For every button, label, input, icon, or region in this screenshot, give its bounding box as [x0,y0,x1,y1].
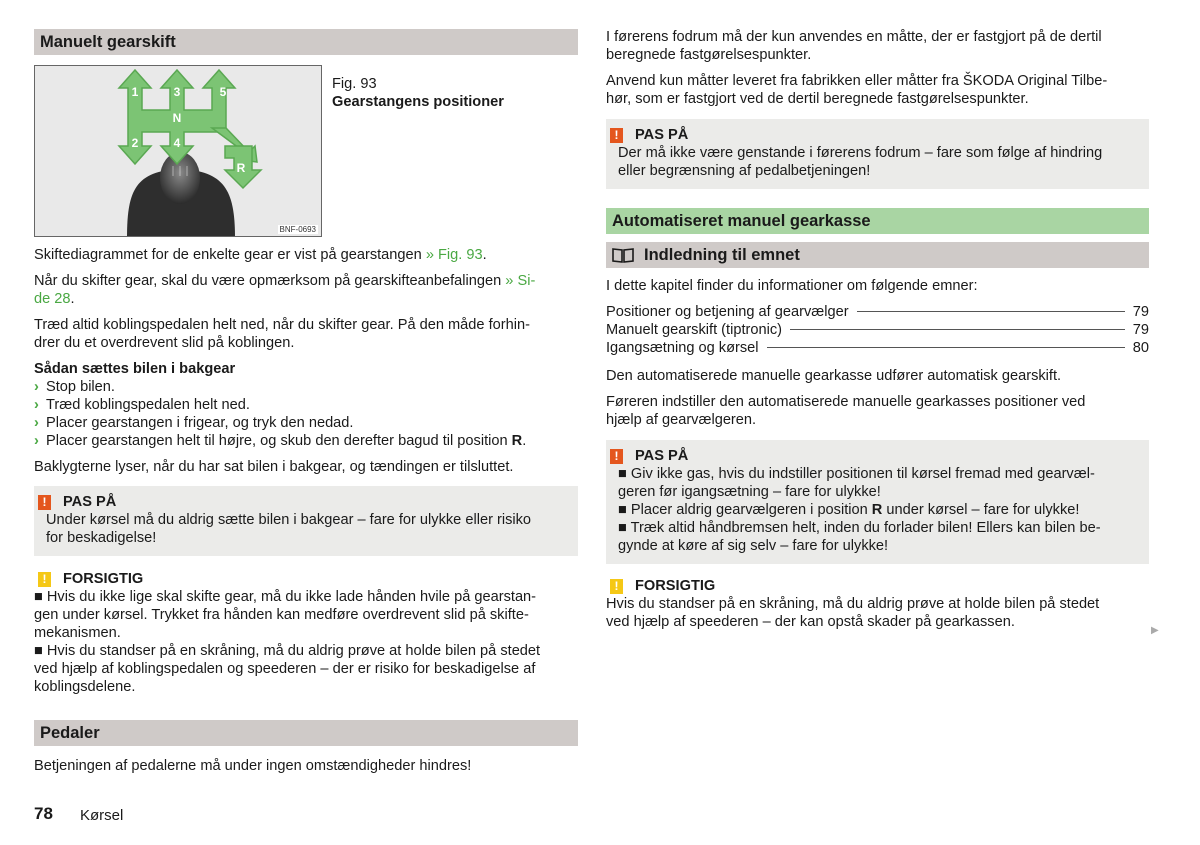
figure-gear-diagram [34,65,322,237]
warning-box-reverse: ! PAS PÅ Under kørsel må du aldrig sætte bilen i bakgear – fare for ulykke eller risiko for beskadigelse! [34,486,578,556]
section-title-manual-shift: Manuelt gearskift [34,29,578,55]
link-page-28-b[interactable]: de 28 [34,291,71,307]
figure-code: BNF-0693 [279,225,316,234]
gear-label-3: 3 [173,85,181,99]
warning-icon: ! [610,449,623,464]
toc-row[interactable]: Igangsætning og kørsel 80 [606,340,1149,356]
gear-label-2: 2 [131,136,139,150]
gear-shift-illustration [35,66,322,237]
intro-header: Indledning til emnet [606,242,1149,268]
para-diagram: Skiftediagrammet for de enkelte gear er vist på gearstangen » Fig. 93. [34,247,487,263]
gear-label-5: 5 [219,85,227,99]
section-title-pedals: Pedaler [34,720,578,746]
step-item: › Placer gearstangen i frigear, og tryk den nedad. [34,415,354,431]
pedal-text: Betjeningen af pedalerne må under ingen omstændigheder hindres! [34,758,472,774]
gear-label-r: R [236,161,246,175]
chapter-name: Kørsel [80,807,124,824]
caution-block-left: ! FORSIGTIG ■ Hvis du ikke lige skal skifte gear, må du ikke lade hånden hvile på gearstan- gen under kørsel. Trykket fra hånden kan medføre overdrevent slid på skifte- mekanismen. ■ Hvis du standser på en skråning, må du aldrig prøve at holde bilen på stedet ved hjælp af koblingspedalen og speederen – der er risiko for beskadigelse af koblingsdelene. [34,570,578,696]
para-clutch: Træd altid koblingspedalen helt ned, når du skifter gear. På den måde forhin- drer du et overdrevent slid på koblingen. [34,317,530,351]
warning-box-automated: ! PAS PÅ ■ Giv ikke gas, hvis du indstiller positionen til kørsel fremad med gearvæl- geren før igangsætning – fare for ulykke! ■ Placer aldrig gearvælgeren i position R under kørsel – fare for ulykke! ■ Træk altid håndbremsen helt, inden du forlader bilen! Ellers kan bilen be- gynde at køre af sig selv – fare for ulykke! [606,440,1149,564]
right-column: I førerens fodrum må der kun anvendes en måtte, der er fastgjort på de dertil beregnede fastgørelsespunkter. Anvend kun måtter leveret fra fabrikken eller måtter fra ŠKODA Original Tilbe- hør, som er fastgjort ved de dertil beregnede fastgørelsespunkter. ! PAS PÅ Der må ikke være genstande i førerens fodrum – fare som følge af hindring eller begrænsning af pedalbetjeningen! Automatiseret manuel gearkasse Indledning til emnet I dette kapitel finder du informationer om følgende emner: Positioner og betjening af gearvælger 79 Manuelt gearskift (tiptronic) 79 Igangsætning og kørsel 80 Den automatiserede manuelle gearkasse udfører automatisk gearskift. Føreren indstiller den automatiserede manuelle gearkasses positioner ved hjælp af gearvælgeren. ! PAS PÅ ■ Giv ikke gas, hvis du indstiller positionen til kørsel fremad med gearvæl- geren før igangsætning – fare for ulykke! ■ Placer aldrig gearvælgeren i position R under kørsel – fare for ulykke! ■ Træk altid håndbremsen helt, inden du forlader bilen! Ellers kan bilen be- gynde at køre af sig selv – fare for ulykke! ! FORSIGTIG Hvis du standser på en skråning, må du aldrig prøve at holde bilen på stedet ved hjælp af speederen – der kan opstå skader på gearkassen. [606,29,1149,630]
section-title-automated: Automatiseret manuel gearkasse [606,208,1149,234]
figure-caption [332,75,572,111]
reverse-heading: Sådan sættes bilen i bakgear [34,361,236,377]
step-item: › Placer gearstangen helt til højre, og skub den derefter bagud til position R. [34,433,527,449]
gear-label-n: N [172,111,182,125]
continue-arrow-icon: ▶ [1151,625,1159,636]
figure-title: Gearstangens positioner [332,94,504,110]
pedal-section [34,720,578,775]
link-fig-93[interactable]: » Fig. 93 [425,247,483,263]
warning-title: ! PAS PÅ [618,447,1137,465]
warning-title: ! PAS PÅ [46,493,566,511]
figure-number: Fig. 93 [332,76,377,92]
para-recommendation: Når du skifter gear, skal du være opmærksom på gearskifteanbefalingen » Si- de 28. [34,273,536,307]
caution-icon: ! [38,572,51,587]
warning-icon: ! [38,495,51,510]
caution-title: ! FORSIGTIG [34,570,578,588]
step-item: › Stop bilen. [34,379,115,395]
gear-label-1: 1 [131,85,139,99]
caution-icon: ! [610,579,623,594]
toc-row[interactable]: Positioner og betjening af gearvælger 79 [606,304,1149,320]
para-reverse-lights: Baklygterne lyser, når du har sat bilen i bakgear, og tændingen er tilsluttet. [34,459,514,475]
warning-box-footwell: ! PAS PÅ Der må ikke være genstande i førerens fodrum – fare som følge af hindring eller begrænsning af pedalbetjeningen! [606,119,1149,189]
page-number: 78 [34,804,53,823]
warning-title: ! PAS PÅ [618,126,1137,144]
link-page-28-a[interactable]: » Si- [505,273,536,289]
caution-title: ! FORSIGTIG [606,577,1149,595]
caution-block-right: ! FORSIGTIG Hvis du standser på en skråning, må du aldrig prøve at holde bilen på stedet ved hjælp af speederen – der kan opstå skader på gearkassen. [606,577,1149,631]
gear-label-4: 4 [173,136,181,150]
toc [606,303,1149,357]
toc-row[interactable]: Manuelt gearskift (tiptronic) 79 [606,322,1149,338]
book-icon [612,247,634,263]
step-item: › Træd koblingspedalen helt ned. [34,397,250,413]
warning-icon: ! [610,128,623,143]
left-body [34,246,578,696]
